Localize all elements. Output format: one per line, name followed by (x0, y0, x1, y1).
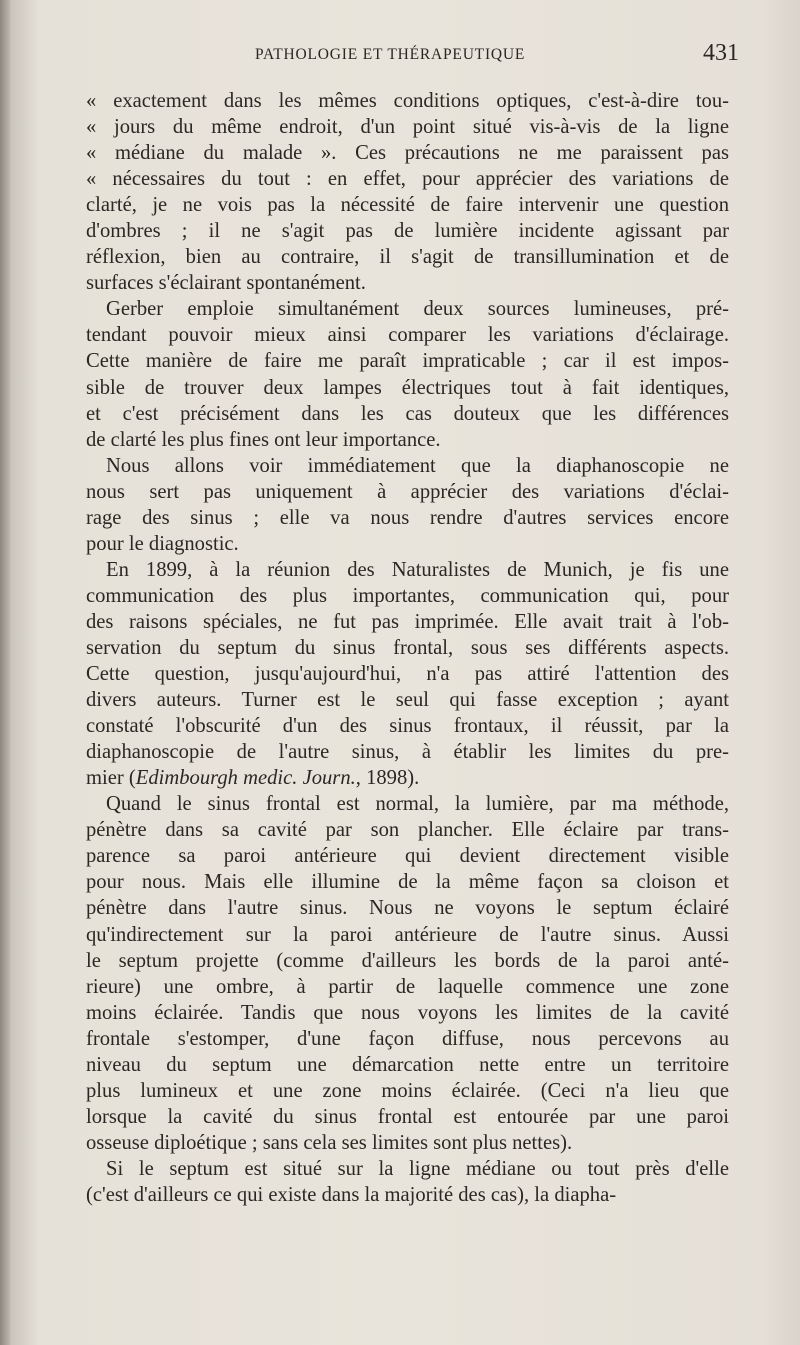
text-line: d'ombres ; il ne s'agit pas de lumière incidente agissant par (86, 220, 729, 243)
text-line: le septum projette (comme d'ailleurs les bords de la paroi anté- (86, 949, 729, 972)
citation-line (86, 765, 729, 791)
text-line: des raisons spéciales, ne fut pas imprimée. Elle avait trait à l'ob- (86, 610, 729, 633)
page-number: 431 (703, 40, 739, 66)
text-line: plus lumineux et une zone moins éclairée. (Ceci n'a lieu que (86, 1079, 729, 1102)
text-line: « exactement dans les mêmes conditions optiques, c'est-à-dire tou- (86, 90, 729, 112)
text-line: rage des sinus ; elle va nous rendre d'autres services encore (86, 506, 729, 529)
paragraph-last-line: osseuse diploétique ; sans cela ses limites sont plus nettes). (86, 1131, 573, 1154)
citation-year: , 1898). (355, 767, 420, 790)
paragraph-first-line: Quand le sinus frontal est normal, la lumière, par ma méthode, (106, 793, 729, 816)
paragraph-last-line: de clarté les plus fines ont leur importance. (86, 428, 441, 451)
text-line: tendant pouvoir mieux ainsi comparer les variations d'éclairage. (86, 324, 729, 347)
text-line: Cette manière de faire me paraît impraticable ; car il est impos- (86, 350, 729, 373)
text-line: pour nous. Mais elle illumine de la même façon sa cloison et (86, 871, 729, 894)
text-line: « nécessaires du tout : en effet, pour apprécier des variations de (86, 168, 729, 191)
text-line: rieure) une ombre, à partir de laquelle commence une zone (86, 975, 729, 998)
text-line: pénètre dans l'autre sinus. Nous ne voyons le septum éclairé (86, 897, 729, 920)
text-line: niveau du septum une démarcation nette entre un territoire (86, 1053, 729, 1076)
running-title: PATHOLOGIE ET THÉRAPEUTIQUE (255, 46, 526, 63)
text-line: moins éclairée. Tandis que nous voyons les limites de la cavité (86, 1001, 729, 1024)
paragraph-last-line: surfaces s'éclairant spontanément. (86, 272, 366, 295)
text-line: constaté l'obscurité d'un des sinus frontaux, il réussit, par la (86, 715, 729, 738)
text-line: qu'indirectement sur la paroi antérieure de l'autre sinus. Aussi (86, 923, 729, 946)
text-line: clarté, je ne vois pas la nécessité de faire intervenir une question (86, 194, 729, 217)
text-line: diaphanoscopie de l'autre sinus, à établir les limites du pre- (86, 741, 729, 764)
paragraph-first-line: En 1899, à la réunion des Naturalistes de Munich, je fis une (106, 558, 729, 581)
text-line: Cette question, jusqu'aujourd'hui, n'a pas attiré l'attention des (86, 663, 729, 686)
text-line: frontale s'estomper, d'une façon diffuse, nous percevons au (86, 1027, 729, 1050)
paragraph-first-line: Nous allons voir immédiatement que la diaphanoscopie ne (106, 454, 729, 477)
page-header (0, 40, 800, 76)
text-line: lorsque la cavité du sinus frontal est entourée par une paroi (86, 1105, 729, 1128)
binding-edge (0, 0, 10, 1345)
paragraph-first-line: Gerber emploie simultanément deux sources lumineuses, pré- (106, 298, 729, 321)
text-line: nous sert pas uniquement à apprécier des variations d'éclai- (86, 480, 729, 503)
text-line: parence sa paroi antérieure qui devient directement visible (86, 845, 729, 868)
text-line: divers auteurs. Turner est le seul qui fasse exception ; ayant (86, 689, 729, 712)
text-line: « médiane du malade ». Ces précautions ne me paraissent pas (86, 142, 729, 165)
text-line: communication des plus importantes, communication qui, pour (86, 584, 729, 607)
text-line: réflexion, bien au contraire, il s'agit de transillumination et de (86, 246, 729, 269)
text-line: (c'est d'ailleurs ce qui existe dans la majorité des cas), la diapha- (86, 1183, 617, 1206)
text-line: servation du septum du sinus frontal, sous ses différents aspects. (86, 636, 729, 659)
text-line: et c'est précisément dans les cas douteux que les différences (86, 402, 729, 425)
citation-open: mier ( (86, 767, 136, 790)
body-text (86, 88, 729, 1208)
paragraph-first-line: Si le septum est situé sur la ligne médiane ou tout près d'elle (106, 1157, 729, 1180)
paragraph-last-line: pour le diagnostic. (86, 532, 239, 555)
text-line: pénètre dans sa cavité par son plancher. Elle éclaire par trans- (86, 819, 729, 842)
citation-journal: Edimbourgh medic. Journ. (135, 767, 356, 790)
text-line: « jours du même endroit, d'un point situé vis-à-vis de la ligne (86, 116, 729, 139)
text-line: sible de trouver deux lampes électriques tout à fait identiques, (86, 376, 729, 399)
